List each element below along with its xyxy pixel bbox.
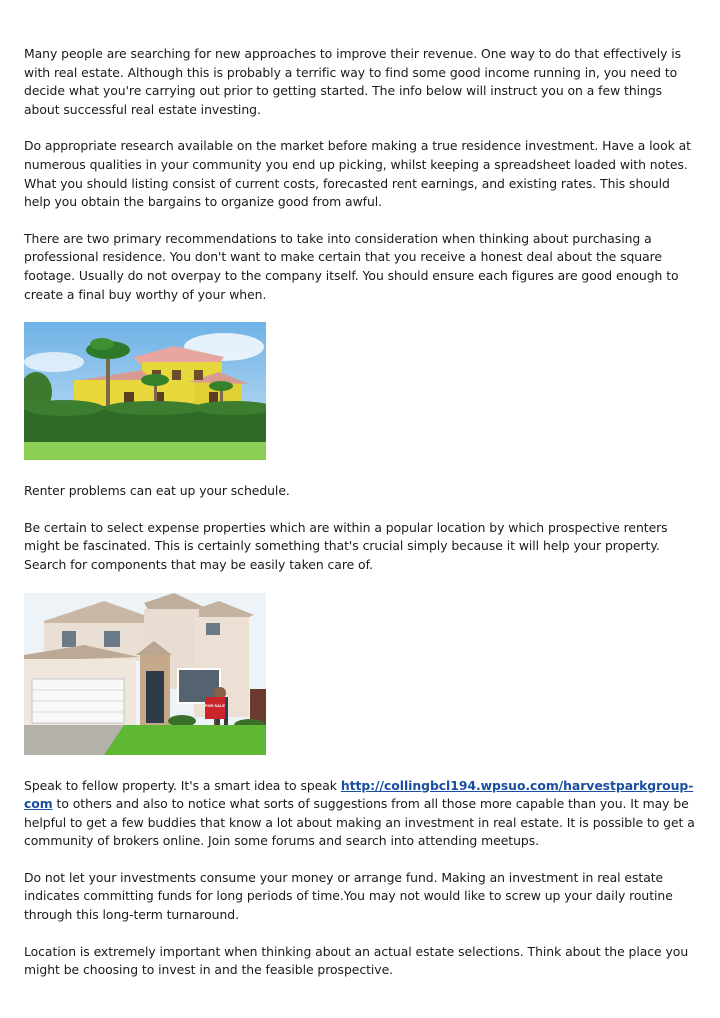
article-body [24, 45, 699, 998]
paragraph-funds: Do not let your investments consume your money or arrange fund. Making an investment in real estate indicates committing funds for long periods of time.You may not would like to screw up your daily routine through this long-term turnaround. [24, 869, 673, 923]
link-paragraph-after: to others and also to notice what sorts of suggestions from all those more capable than you. It may be helpful to get a few buddies that know a lot about making an investment in real estate. It is possible to get a community of brokers online. Join some forums and search into attending meetups. [24, 796, 695, 849]
harvest-park-link[interactable]: http://collingbcl194.wpsuo.com/harvestparkgroup-com [24, 777, 694, 812]
white-house-for-sale-photo [24, 593, 266, 755]
paragraph-commercial: There are two primary recommendations to take into consideration when thinking about purchasing a professional residence. You don't want to make certain that you receive a honest deal about the square footage. Usually do not overpay to the company itself. You should ensure each figures are good enough to create a final buy worthy of your when. [24, 230, 679, 302]
paragraph-intro: Many people are searching for new approaches to improve their revenue. One way to do that effectively is with real estate. Although this is probably a terrific way to find some good income running in, you need to decide what you're carrying out prior to getting started. The info below will instruct you on a few things about successful real estate investing. [24, 46, 682, 117]
paragraph-renter: Renter problems can eat up your schedule. [24, 483, 290, 499]
for-sale-sign-text: FOR SALE [204, 702, 226, 708]
link-paragraph-before: Speak to fellow property. It's a smart idea to speak [24, 777, 341, 793]
paragraph-research: Do appropriate research available on the market before making a true residence investment. Have a look at numerous qualities in your community you end up picking, whilst keeping a spreadsheet loaded with notes. What you should listing consist of current costs, forecasted rent earnings, and existing rates. This should help you obtain the bargains to organize good from awful. [24, 138, 691, 210]
paragraph-location-importance: Location is extremely important when thinking about an actual estate selections. Think about the place you might be choosing to invest in and the feasible prospective. [24, 943, 689, 978]
yellow-house-photo [24, 322, 266, 460]
paragraph-fellow-property [24, 777, 699, 851]
paragraph-location: Be certain to select expense properties which are within a popular location by which prospective renters might be fascinated. This is certainly something that's crucial simply because it will help your property. Search for components that may be easily taken care of. [24, 519, 668, 572]
